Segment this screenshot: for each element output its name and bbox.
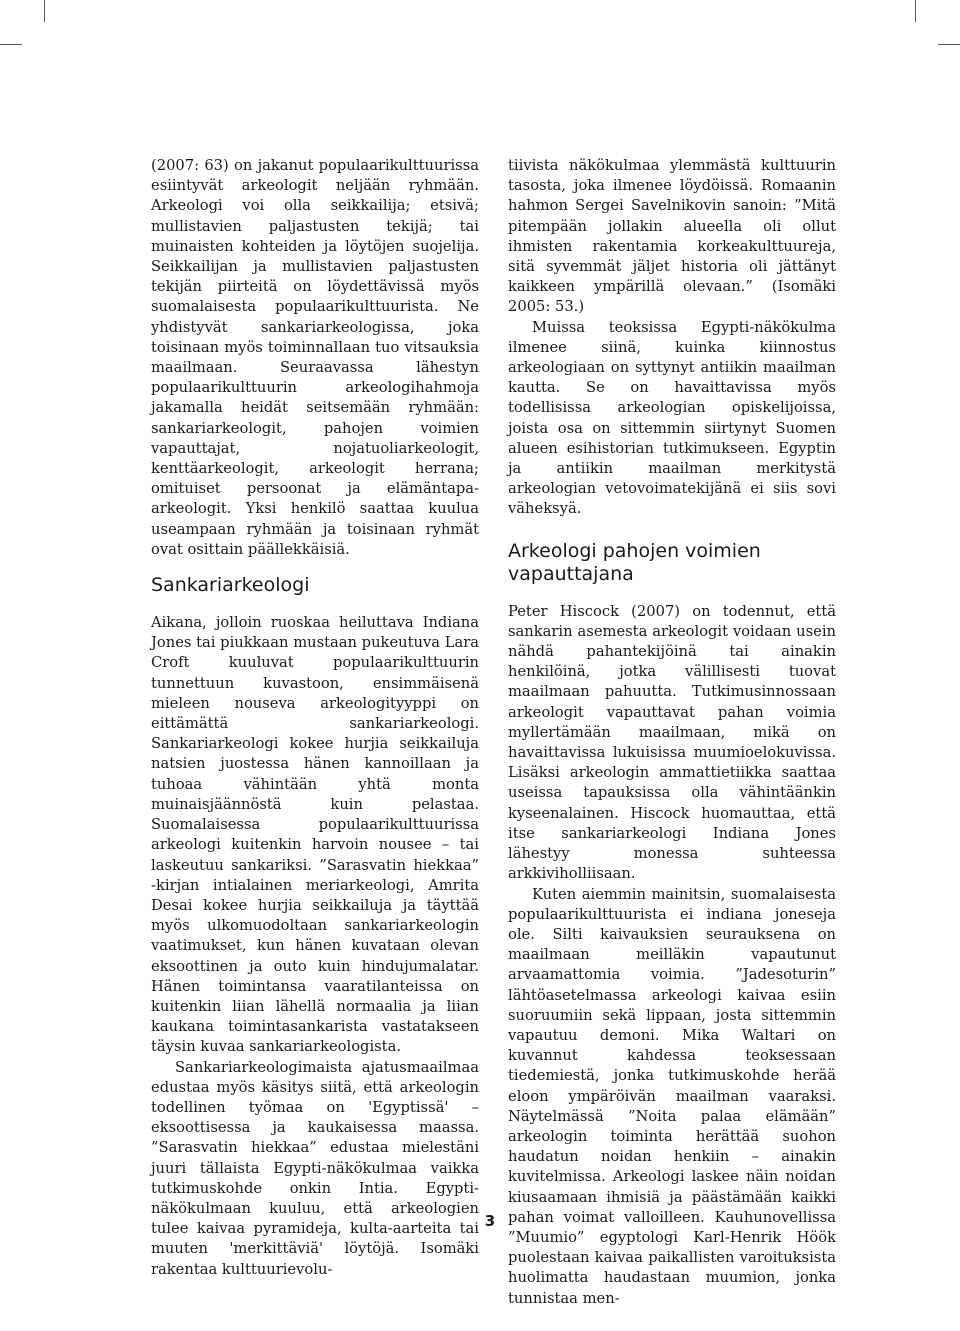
section-heading-sankariarkeologi: Sankariarkeologi <box>151 574 310 597</box>
crop-mark-top-right <box>938 44 960 45</box>
right-column <box>508 156 836 1309</box>
continued-paragraph: tiivista näkökulmaa ylemmästä kulttuurin tasosta, joka ilmenee löydöissä. Romaanin hahmon Sergei Savelnikovin sanoin: ”Mitä pitempään jollakin alueella oli ollut ihmisten rakentamia korkeakulttuureja, sitä syvemmät jäljet historia oli jättänyt kaikkeen ympärillä olevaan.” (Isomäki 2005: 53.) <box>508 157 836 316</box>
section-paragraph: Sankariarkeologimaista ajatusmaailmaa edustaa myös käsitys siitä, että arkeologin todellinen työmaa on 'Egyptissä' – eksoottisessa ja kaukaisessa maassa. ”Sarasvatin hiekkaa” edustaa mielestäni juuri tällaista Egypti-näkökulmaa vaikka tutkimuskohde onkin Intia. Egypti-näkökulmaan kuuluu, että arkeologien tulee kaivaa pyramideja, kulta-aarteita tai muuten 'merkittäviä' löytöjä. Isomäki rakentaa kulttuurievolu- <box>151 1058 479 1278</box>
section-paragraph: Aikana, jolloin ruoskaa heiluttava Indiana Jones tai piukkaan mustaan pukeutuva Lara Croft kuuluvat populaarikulttuurin tunnettuun kuvastoon, ensimmäisenä mieleen nouseva arkeologityyppi on eittämättä sankariarkeologi. Sankariarkeologi kokee hurjia seikkailuja natsien juostessa hänen kannoillaan ja tuhoaa vähintään yhtä monta muinaisjäännöstä kuin pelastaa. Suomalaisessa populaarikulttuurissa arkeologi kuitenkin harvoin nousee – tai laskeutuu sankariksi. ”Sarasvatin hiekkaa” -kirjan intialainen meriarkeologi, Amrita Desai kokee hurjia seikkailuja ja täyttää myös ulkomuodoltaan sankariarkeologin vaatimukset, kun hänen kuvataan olevan eksoottinen ja outo kuin hindujumalatar. Hänen toimintansa vaaratilanteissa on kuitenkin liian lähellä normaalia ja liian kaukana toimintasankarista vastatakseen täysin kuvaa sankariarkeologista. <box>151 614 479 1056</box>
section-heading-pahojen-voimien: Arkeologi pahojen voimien vapauttajana <box>508 539 761 585</box>
intro-paragraph: (2007: 63) on jakanut populaarikulttuurissa esiintyvät arkeologit neljään ryhmään. Arkeologi voi olla seikkailija; etsivä; mullistavien paljastusten tekijä; tai muinaisten kohteiden ja löytöjen suojelija. Seikkailijan ja mullistavien paljastusten tekijän piirteitä on löydettävissä myös suomalaisesta populaarikulttuurista. Ne yhdistyvät sankariarkeologissa, joka toisinaan myös toiminnallaan tuo vitsauksia maailmaan. Seuraavassa lähestyn populaarikulttuurin arkeologihahmoja jakamalla heidät seitsemään ryhmään: sankariarkeologit, pahojen voimien vapauttajat, nojatuoliarkeologit, kenttäarkeologit, arkeologit herrana; omituiset persoonat ja elämäntapa-arkeologit. Yksi henkilö saattaa kuulua useampaan ryhmään ja toisinaan ryhmät ovat osittain päällekkäisiä. <box>151 157 479 558</box>
crop-mark-top-left-vertical <box>44 0 45 22</box>
crop-mark-top-left <box>0 44 22 45</box>
page-number: 3 <box>484 1212 496 1230</box>
crop-mark-top-right-vertical <box>915 0 916 22</box>
section-paragraph: Peter Hiscock (2007) on todennut, että sankarin asemesta arkeologit voidaan usein nähdä pahantekijöinä tai ainakin henkilöinä, jotka välillisesti tuovat maailmaan pahuutta. Tutkimusinnossaan arkeologit vapauttavat pahan voimia myllertämään maailmaan, mikä on havaittavissa lukuisissa muumioelokuvissa. Lisäksi arkeologin ammattietiikka saattaa useissa tapauksissa olla vähintäänkin kyseenalainen. Hiscock huomauttaa, että itse sankariarkeologi Indiana Jones lähestyy monessa suhteessa arkkiviholliisaan. <box>508 602 836 883</box>
paragraph: Muissa teoksissa Egypti-näkökulma ilmenee siinä, kuinka kiinnostus arkeologiaan on syttynyt antiikin maailman kautta. Se on havaittavissa myös todellisissa arkeologian opiskelijoissa, joista osa on sittemmin siirtynyt Suomen alueen esihistorian tutkimukseen. Egyptin ja antiikin maailman merkitystä arkeologian vetovoimatekijänä ei siis sovi väheksyä. <box>508 318 836 518</box>
section-paragraph: Kuten aiemmin mainitsin, suomalaisesta populaarikulttuurista ei indiana joneseja ole. Silti kaivauksien seurauksena on maailmaan meilläkin vapautunut arvaamattomia voimia. ”Jadesoturin” lähtöasetelmassa arkeologi kaivaa esiin suoruumiin sekä lippaan, josta sittemmin vapautuu demoni. Mika Waltari on kuvannut kahdessa teoksessaan tiedemiestä, jonka tutkimuskohde herää eloon ympäröivän maailman vaaraksi. Näytelmässä ”Noita palaa elämään” arkeologin toiminta herättää suohon haudatun noidan henkiin – ainakin kuvitelmissa. Arkeologi laskee näin noidan kiusaamaan ihmisiä ja päästämään kaikki pahan voimat valloilleen. Kauhunovellissa ”Muumio” egyptologi Karl-Henrik Höök puolestaan kaivaa paikallisten varoituksista huolimatta haudastaan muumion, jonka tunnistaa men- <box>508 885 836 1307</box>
left-column <box>151 156 479 1280</box>
